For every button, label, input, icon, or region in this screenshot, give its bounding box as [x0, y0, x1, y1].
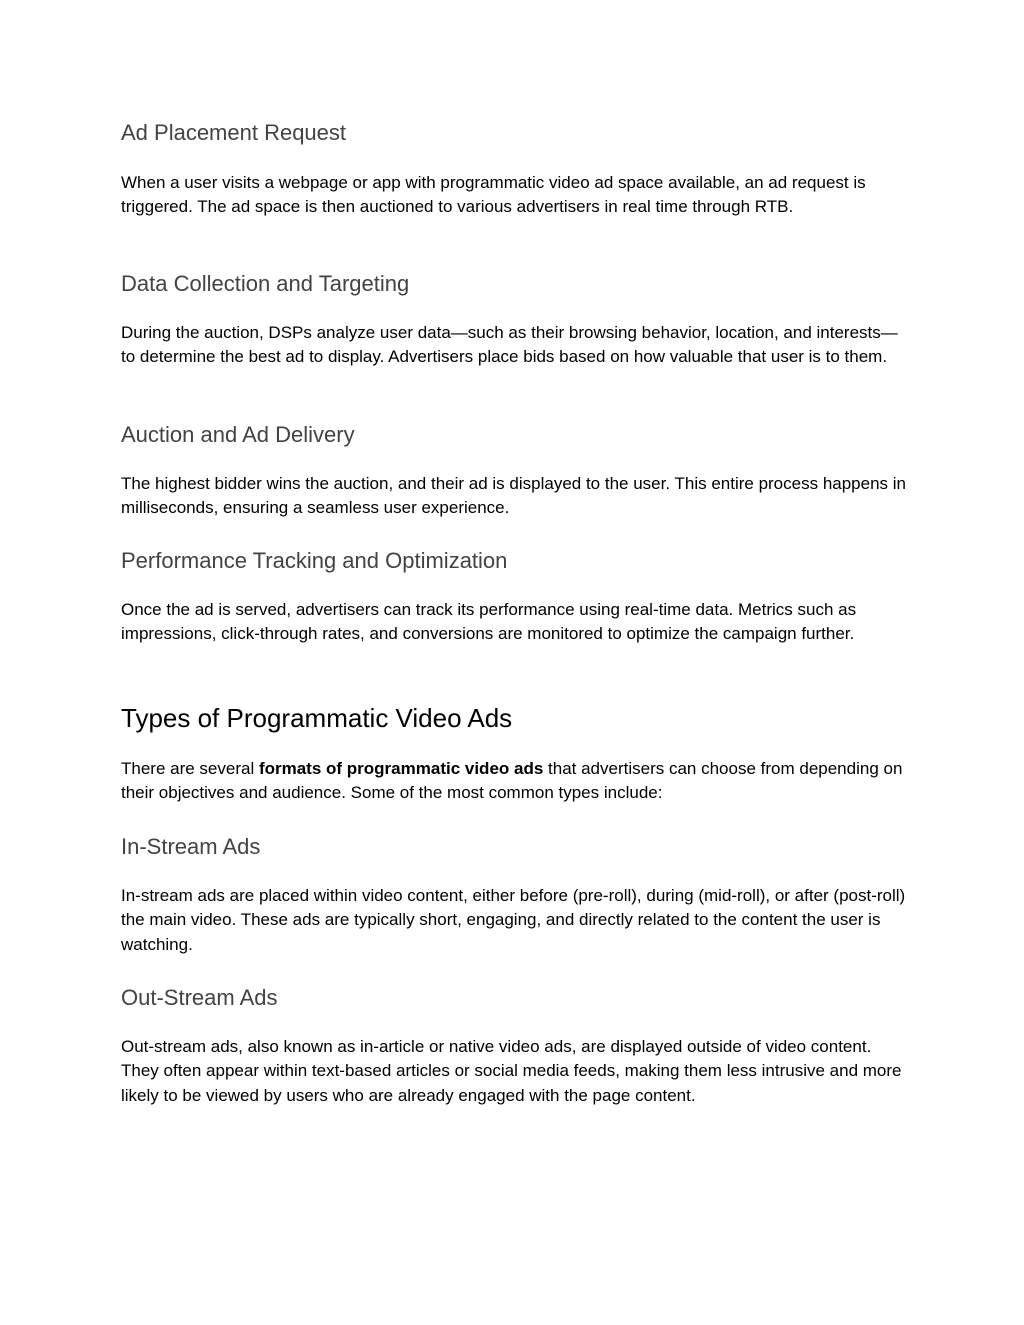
- heading-out-stream-ads: Out-Stream Ads: [121, 985, 278, 1010]
- heading-types-of-programmatic-video-ads: Types of Programmatic Video Ads: [121, 703, 513, 733]
- paragraph-ad-placement-request: When a user visits a webpage or app with programmatic video ad space available, an ad request is triggered. The ad space is then auctioned to various advertisers in real time through RTB.: [121, 173, 866, 217]
- types-intro-text-start: There are several: [121, 759, 259, 778]
- paragraph-data-collection: During the auction, DSPs analyze user data—such as their browsing behavior, location, and interests—to determine the best ad to display. Advertisers place bids based on how valuable that user is to them.: [121, 323, 898, 367]
- heading-performance-tracking: Performance Tracking and Optimization: [121, 548, 508, 573]
- paragraph-out-stream-ads: Out-stream ads, also known as in-article or native video ads, are displayed outside of video content. They often appear within text-based articles or social media feeds, making them less intrusive and more likely to be viewed by users who are already engaged with the page content.: [121, 1037, 902, 1105]
- paragraph-auction-delivery: The highest bidder wins the auction, and their ad is displayed to the user. This entire process happens in milliseconds, ensuring a seamless user experience.: [121, 474, 906, 518]
- heading-auction-delivery: Auction and Ad Delivery: [121, 422, 355, 447]
- paragraph-performance-tracking: Once the ad is served, advertisers can track its performance using real-time data. Metrics such as impressions, click-through rates, and conversions are monitored to optimize the campaign further.: [121, 600, 857, 644]
- paragraph-in-stream-ads: In-stream ads are placed within video content, either before (pre-roll), during (mid-roll), or after (post-roll) the main video. These ads are typically short, engaging, and directly related to the content the user is watching.: [121, 886, 906, 954]
- paragraph-types-intro: [121, 757, 911, 806]
- types-intro-text-end: that advertisers can choose from depending on their objectives and audience. Some of the most common types include:: [121, 759, 903, 803]
- types-intro-bold-phrase: formats of programmatic video ads: [258, 759, 544, 778]
- heading-data-collection: Data Collection and Targeting: [121, 271, 410, 296]
- heading-in-stream-ads: In-Stream Ads: [121, 834, 261, 859]
- heading-ad-placement-request: Ad Placement Request: [121, 120, 347, 145]
